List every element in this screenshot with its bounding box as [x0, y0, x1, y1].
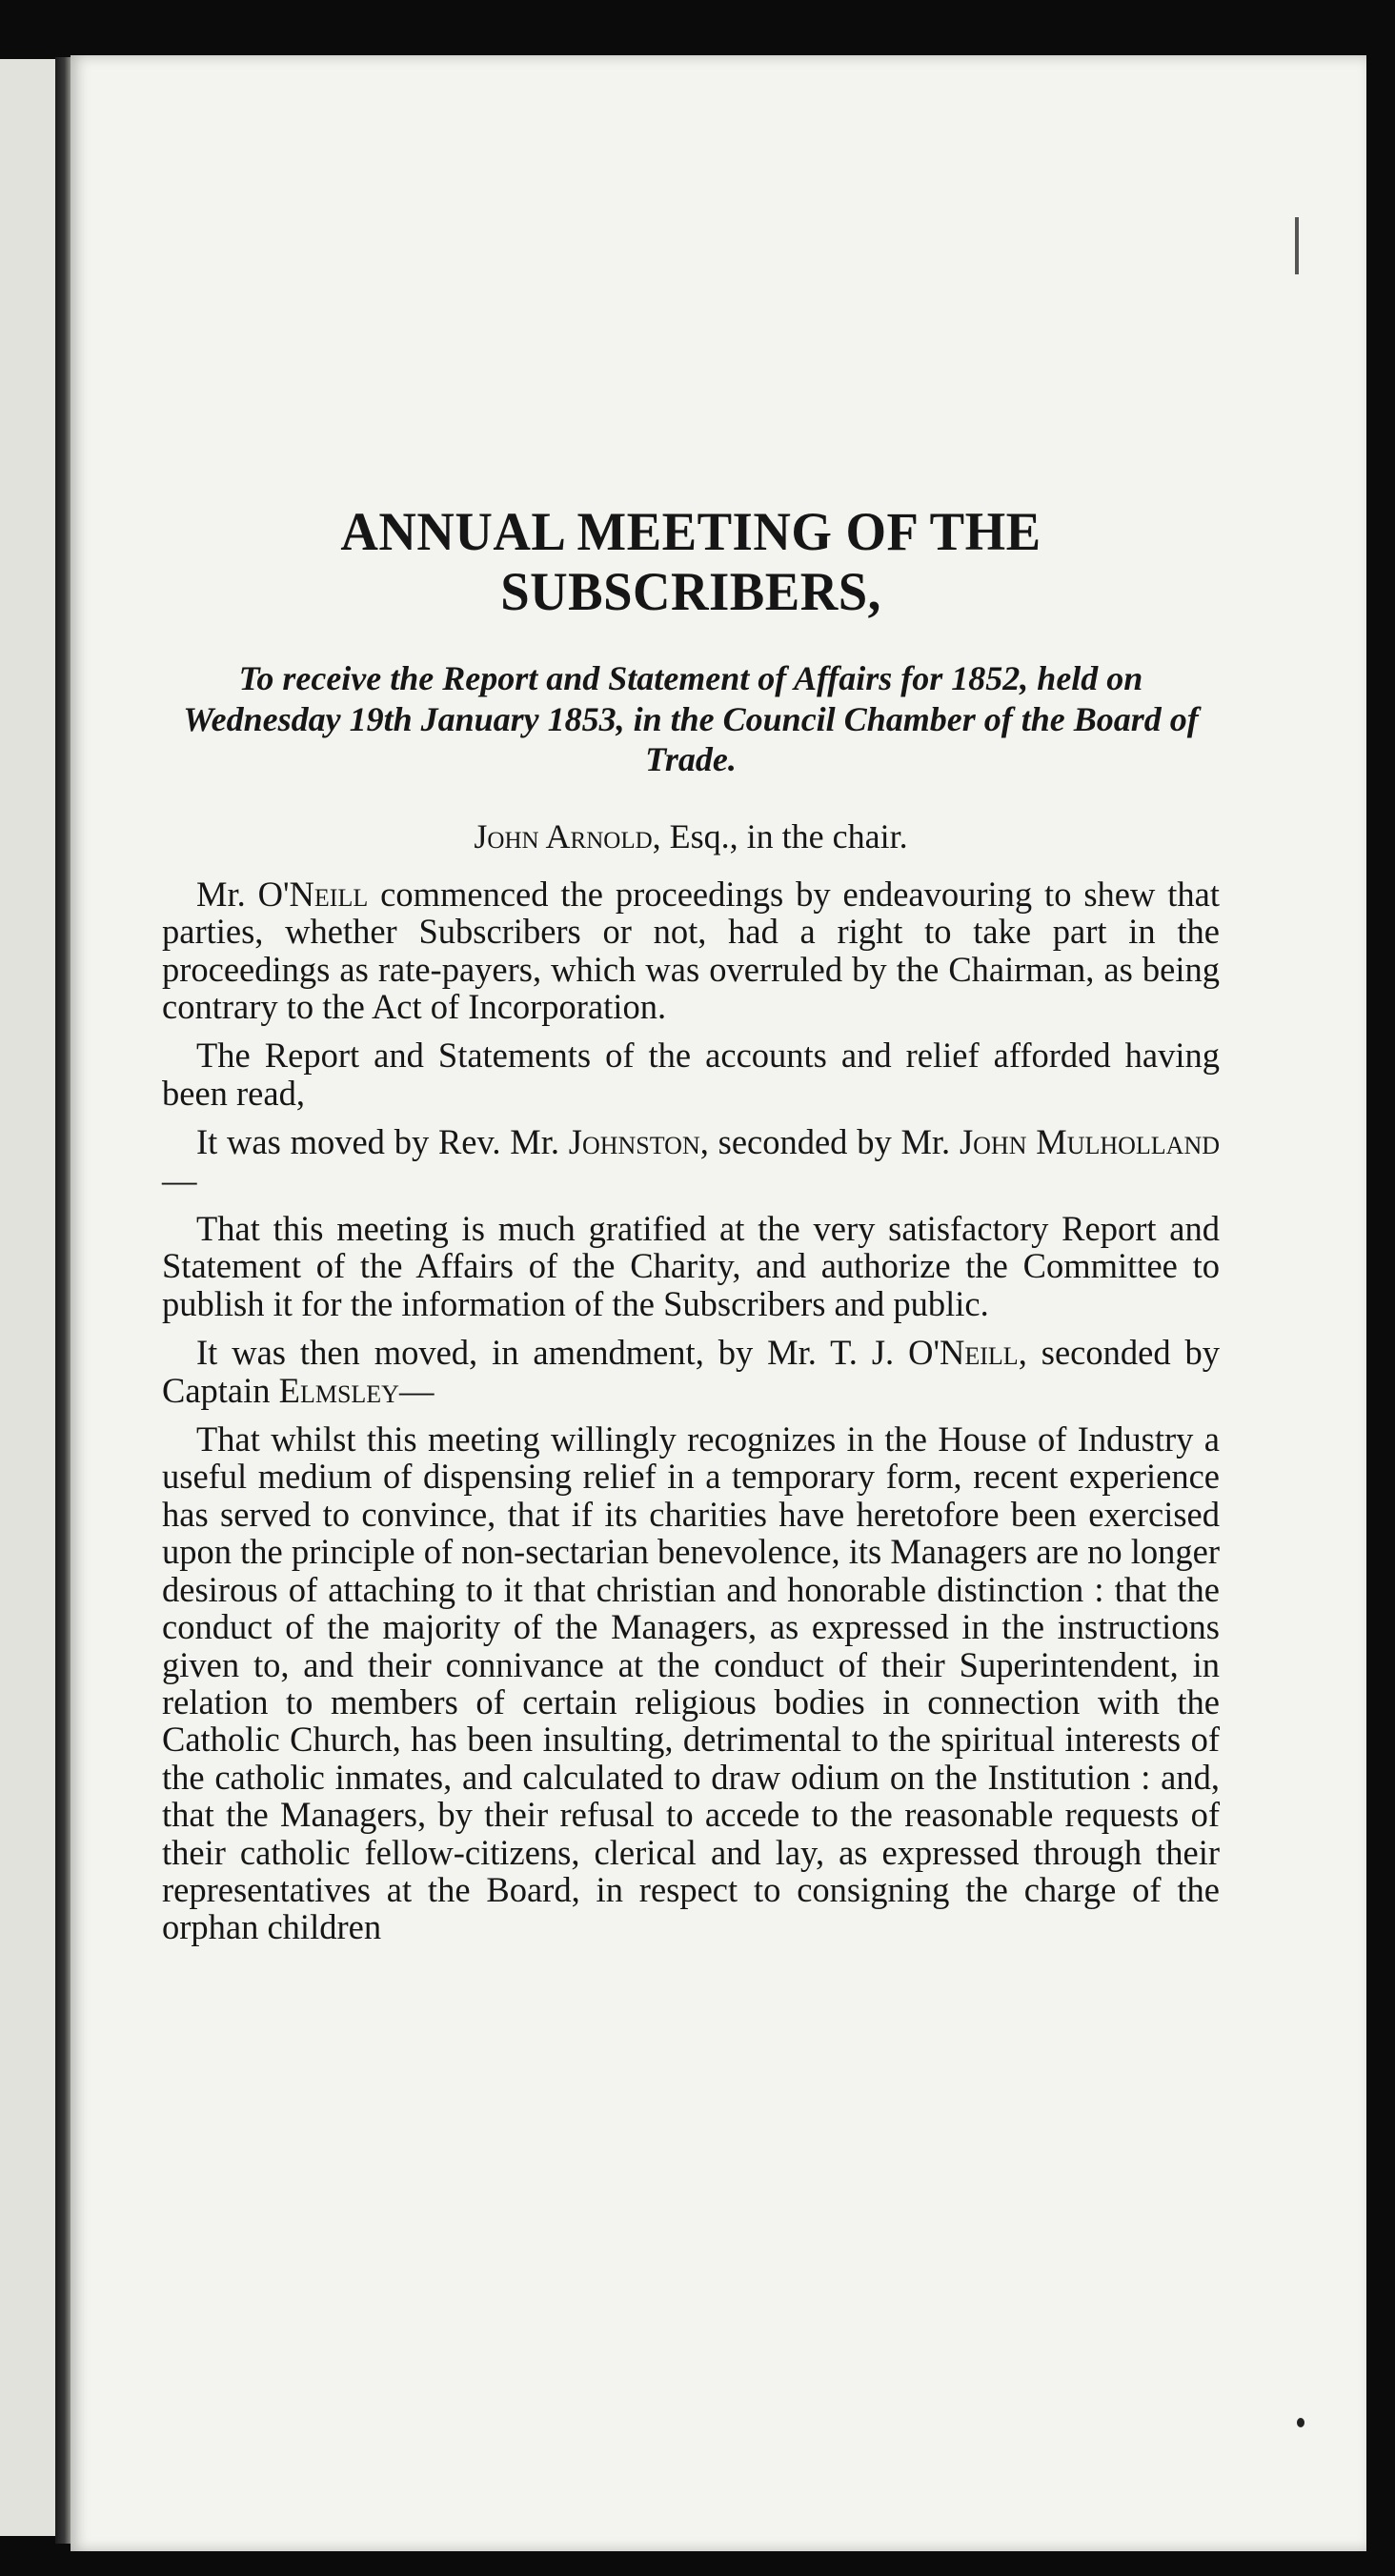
p3-seconder: John Mulholland	[959, 1122, 1221, 1162]
p3-mover: Johnston	[568, 1122, 700, 1162]
p3-lead: It was moved by Rev. Mr.	[196, 1122, 569, 1162]
paragraph-report-read: The Report and Statements of the accounts and relief afforded having been read,	[162, 1036, 1220, 1113]
text-block	[162, 503, 1220, 1958]
p1-lead: Mr.	[196, 874, 258, 914]
p5-lead: It was then moved, in amendment, by Mr. T. J.	[196, 1333, 909, 1373]
p1-name: O'Neill	[257, 874, 369, 914]
page-title: ANNUAL MEETING OF THE SUBSCRIBERS,	[340, 502, 1041, 622]
chair-line	[162, 816, 1220, 856]
p3-mid: , seconded by Mr.	[699, 1122, 960, 1162]
paragraph-amendment-text: That whilst this meeting willingly recognizes in the House of Industry a useful medium of dispensing relief in a temporary form, recent experience has served to convince, that if its charities have heretofore been exercised upon the principle of non-sectarian benevolence, its Managers are no longer desirous of attaching to it that christian and honorable distinction : that the conduct of the majority of the Managers, as expressed in the instructions given to, and their connivance at the conduct of their Superintendent, in relation to members of certain religious bodies in connection with the Catholic Church, has been insulting, detrimental to the spiritual interests of the catholic inmates, and calculated to draw odium on the Institution : and, that the Managers, by their refusal to accede to the reasonable requests of their catholic fellow-citizens, clerical and lay, as expressed through their representatives at the Board, in respect to consigning the charge of the orphan children	[162, 1419, 1220, 1947]
p5-mid: , seconded by Captain	[162, 1333, 1220, 1410]
chair-text: , Esq., in the chair.	[652, 816, 908, 855]
p5-mover: O'Neill	[908, 1333, 1019, 1373]
p1-text: commenced the proceedings by endeavouring to shew that parties, whether Subscribers or not, had a right to take part in the proceedings as rate-payers, which was overruled by the Chairman, as being contrary to the Act of Incorporation.	[162, 874, 1220, 1026]
p5-tail: —	[398, 1370, 435, 1410]
document-page	[71, 55, 1366, 2551]
p3-tail: —	[162, 1159, 197, 1199]
p5-seconder: Elmsley	[278, 1370, 399, 1410]
page-mark	[1295, 217, 1299, 274]
adjacent-page-edge	[0, 59, 59, 2536]
page-speck	[1297, 2418, 1304, 2427]
paragraph-oneill-proceedings	[162, 875, 1220, 1026]
chair-name: John Arnold	[474, 816, 653, 855]
book-gutter	[55, 57, 71, 2544]
paragraph-amendment	[162, 1334, 1220, 1409]
paragraph-resolution: That this meeting is much gratified at the very satisfactory Report and Statement of the Affairs of the Charity, and authorize the Committee to publish it for the information of the Subscribers and public.	[162, 1209, 1220, 1323]
meeting-subtitle: To receive the Report and Statement of Affairs for 1852, held on Wednesday 19th January 1853, in the Council Chamber of the Board of Trade.	[183, 659, 1199, 779]
paragraph-motion	[162, 1123, 1220, 1198]
